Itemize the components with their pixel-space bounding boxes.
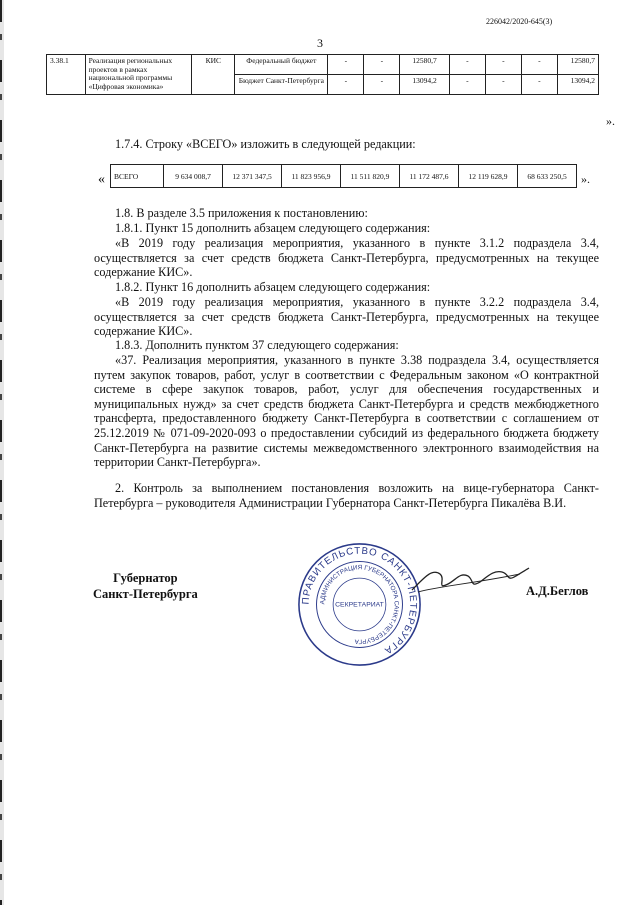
table-cell: - <box>521 74 557 94</box>
table-cell: - <box>364 55 400 75</box>
table-cell: 12 371 347,5 <box>223 165 282 188</box>
table-cell: - <box>485 55 521 75</box>
table-cell: - <box>328 74 364 94</box>
table-cell: - <box>328 55 364 75</box>
total-row-table <box>110 164 577 188</box>
paragraph-1-8-1-text: «В 2019 году реализация мероприятия, указанного в пункте 3.1.2 подраздела 3.4, осуществляется за счет средств бюджета Санкт-Петербурга, предусмотренных на текущее содержание КИС». <box>94 236 599 280</box>
paragraph-1-8-1: 1.8.1. Пункт 15 дополнить абзацем следующего содержания: <box>115 221 431 235</box>
program-table <box>46 54 599 95</box>
handwritten-signature <box>410 560 530 600</box>
paragraph-1-8-2-text: «В 2019 году реализация мероприятия, указанного в пункте 3.2.2 подраздела 3.4, осуществляется за счет средств бюджета Санкт-Петербурга, предусмотренных на текущее содержание КИС». <box>94 295 599 339</box>
table-cell-total: 12580,7 <box>557 55 598 75</box>
document-number: 226042/2020-645(3) <box>486 17 553 26</box>
table-cell-total: 13094,2 <box>557 74 598 94</box>
paragraph-1-8-2: 1.8.2. Пункт 16 дополнить абзацем следующего содержания: <box>115 280 431 294</box>
seal-outer-text: ПРАВИТЕЛЬСТВО САНКТ-ПЕТЕРБУРГА <box>300 545 419 657</box>
table-cell: - <box>364 74 400 94</box>
row-name: Реализация региональных проектов в рамках национальной программы «Цифровая экономика» <box>85 55 192 95</box>
table-cell: - <box>485 74 521 94</box>
table-cell: 11 823 956,9 <box>282 165 341 188</box>
table-cell: 12580,7 <box>400 55 450 75</box>
signatory-title-line2: Санкт-Петербурга <box>93 586 198 601</box>
table-cell: 12 119 628,9 <box>459 165 518 188</box>
row-executor: КИС <box>192 55 235 95</box>
scan-left-edge <box>0 0 4 905</box>
table-cell-total: 68 633 250,5 <box>518 165 577 188</box>
table-row <box>47 55 599 75</box>
seal-inner-text: АДМИНИСТРАЦИЯ ГУБЕРНАТОРА САНКТ-ПЕТЕРБУРГА <box>319 564 400 645</box>
paragraph-1-8-3-text: «37. Реализация мероприятия, указанного в пункте 3.38 подраздела 3.4, осуществляется путем закупок товаров, работ, услуг в соответствии с Федеральным законом «О контрактной системе в сфере закупок товаров, работ, услуг для обеспечения государственных и муниципальных нужд» за счет средств бюджета Санкт-Петербурга и средств межбюджетного трансферта, предоставленного бюджету Санкт-Петербурга в соответствии с соглашением от 25.12.2019 № 071-09-2020-093 о предоставлении субсидий из федерального бюджета бюджету Санкт-Петербурга на развитие системы межведомственного электронного взаимодействия на территории Санкт-Петербурга». <box>94 353 599 470</box>
paragraph-2: 2. Контроль за выполнением постановления возложить на вице-губернатора Санкт-Петербурга – руководителя Администрации Губернатора Санкт-Петербурга Пикалёва В.И. <box>94 481 599 510</box>
paragraph-1-7-4: 1.7.4. Строку «ВСЕГО» изложить в следующей редакции: <box>115 137 416 151</box>
opening-quote: « <box>98 172 105 187</box>
table-cell: - <box>449 74 485 94</box>
table-cell: 13094,2 <box>400 74 450 94</box>
signatory-title-line1: Губернатор <box>113 571 178 585</box>
table-cell: 9 634 008,7 <box>164 165 223 188</box>
table-cell: - <box>449 55 485 75</box>
closing-quote: ». <box>581 172 590 186</box>
funding-source: Федеральный бюджет <box>235 55 328 75</box>
table-cell: - <box>521 55 557 75</box>
official-seal <box>296 541 423 668</box>
closing-quote: ». <box>606 114 615 128</box>
paragraph-1-8-3: 1.8.3. Дополнить пунктом 37 следующего содержания: <box>115 338 399 352</box>
total-label: ВСЕГО <box>111 165 164 188</box>
row-number: 3.38.1 <box>47 55 86 95</box>
table-cell: 11 172 487,6 <box>400 165 459 188</box>
table-cell: 11 511 820,9 <box>341 165 400 188</box>
funding-source: Бюджет Санкт-Петербурга <box>235 74 328 94</box>
page-number: 3 <box>317 36 323 50</box>
paragraph-1-8: 1.8. В разделе 3.5 приложения к постановлению: <box>115 206 368 220</box>
signatory-title <box>93 571 198 602</box>
seal-center-text: СЕКРЕТАРИАТ <box>335 601 384 609</box>
signatory-name: А.Д.Беглов <box>526 584 589 598</box>
table-row <box>111 165 577 188</box>
